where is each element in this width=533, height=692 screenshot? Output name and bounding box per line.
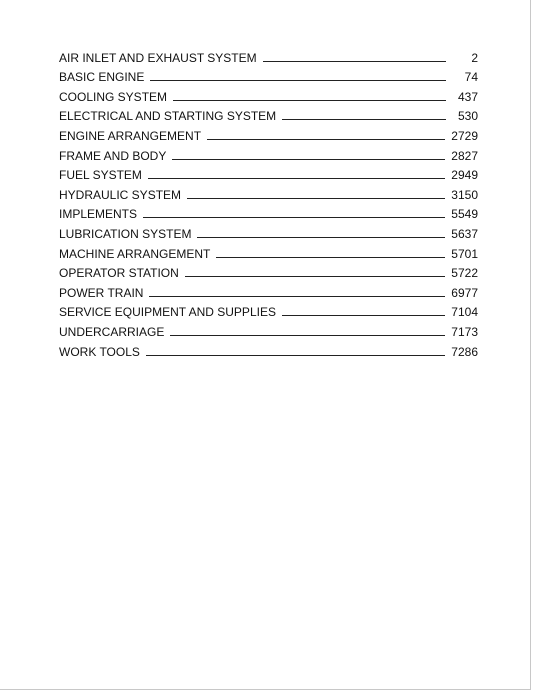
toc-entry-title: LUBRICATION SYSTEM	[59, 226, 192, 241]
toc-entry-page-number: 5722	[451, 266, 478, 281]
toc-entry-title: COOLING SYSTEM	[59, 89, 168, 104]
toc-entry[interactable]	[59, 280, 478, 300]
toc-entry-page-number: 74	[464, 70, 478, 85]
toc-entry[interactable]	[59, 104, 478, 124]
toc-entry[interactable]	[59, 163, 478, 183]
toc-entry-title: BASIC ENGINE	[59, 70, 145, 85]
toc-entry-page-number: 7104	[451, 305, 478, 320]
toc-entry[interactable]	[59, 319, 478, 339]
toc-entry[interactable]	[59, 84, 478, 104]
toc-entry[interactable]	[59, 221, 478, 241]
toc-entry[interactable]	[59, 241, 478, 261]
toc-leader-line	[185, 276, 446, 277]
toc-entry-page-number: 7286	[451, 344, 478, 359]
toc-leader-line	[216, 257, 445, 258]
toc-leader-line	[150, 80, 446, 81]
toc-entry[interactable]	[59, 45, 478, 65]
toc-entry-title: ELECTRICAL AND STARTING SYSTEM	[59, 109, 277, 124]
toc-entry[interactable]	[59, 202, 478, 222]
toc-entry[interactable]	[59, 182, 478, 202]
toc-entry-page-number: 5549	[451, 207, 478, 222]
toc-entry-title: ENGINE ARRANGEMENT	[59, 128, 202, 143]
toc-entry-title: AIR INLET AND EXHAUST SYSTEM	[59, 50, 257, 65]
toc-entry-title: FRAME AND BODY	[59, 148, 167, 163]
table-of-contents	[59, 45, 478, 359]
toc-leader-line	[187, 198, 445, 199]
toc-entry-page-number: 2	[471, 50, 478, 65]
toc-entry[interactable]	[59, 123, 478, 143]
toc-entry-title: OPERATOR STATION	[59, 266, 179, 281]
toc-entry-page-number: 2949	[451, 168, 478, 183]
toc-leader-line	[146, 355, 445, 356]
toc-leader-line	[282, 315, 445, 316]
toc-entry-page-number: 2729	[451, 128, 478, 143]
toc-entry[interactable]	[59, 300, 478, 320]
toc-entry-page-number: 3150	[451, 187, 478, 202]
toc-leader-line	[263, 61, 446, 62]
toc-entry[interactable]	[59, 339, 478, 359]
toc-entry[interactable]	[59, 143, 478, 163]
toc-leader-line	[207, 139, 445, 140]
toc-leader-line	[149, 296, 445, 297]
toc-leader-line	[173, 100, 446, 101]
toc-entry-title: SERVICE EQUIPMENT AND SUPPLIES	[59, 305, 276, 320]
toc-entry-page-number: 2827	[451, 148, 478, 163]
toc-leader-line	[143, 217, 445, 218]
toc-entry-page-number: 437	[457, 89, 478, 104]
toc-entry-page-number: 530	[457, 109, 478, 124]
toc-entry-title: HYDRAULIC SYSTEM	[59, 187, 182, 202]
toc-leader-line	[148, 178, 445, 179]
toc-entry-page-number: 6977	[451, 285, 478, 300]
toc-entry-title: UNDERCARRIAGE	[59, 324, 165, 339]
toc-entry-page-number: 7173	[451, 324, 478, 339]
toc-entry[interactable]	[59, 65, 478, 85]
toc-leader-line	[282, 119, 446, 120]
toc-leader-line	[170, 335, 445, 336]
toc-leader-line	[172, 159, 445, 160]
toc-entry-page-number: 5637	[451, 226, 478, 241]
toc-entry-title: FUEL SYSTEM	[59, 168, 142, 183]
toc-entry-title: WORK TOOLS	[59, 344, 140, 359]
toc-entry-title: POWER TRAIN	[59, 285, 144, 300]
toc-entry-page-number: 5701	[451, 246, 478, 261]
toc-leader-line	[197, 237, 445, 238]
toc-entry-title: IMPLEMENTS	[59, 207, 138, 222]
toc-entry[interactable]	[59, 261, 478, 281]
toc-entry-title: MACHINE ARRANGEMENT	[59, 246, 211, 261]
